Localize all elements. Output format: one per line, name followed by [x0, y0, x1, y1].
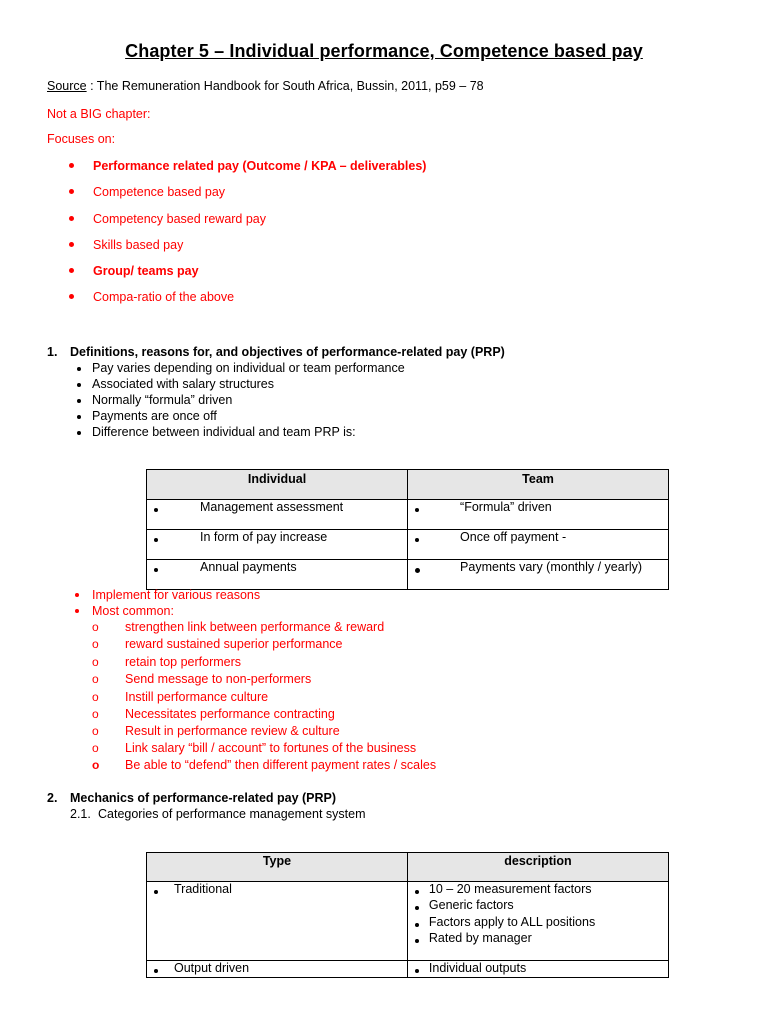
- table-cell: [407, 882, 668, 961]
- circle-bullet-icon: o: [92, 637, 99, 651]
- list-item: Pay varies depending on individual or team performance: [92, 361, 405, 375]
- bullet-icon: [415, 939, 419, 943]
- bullet-icon: [69, 189, 74, 194]
- bullet-icon: [154, 969, 158, 973]
- focus-item: Compa-ratio of the above: [93, 290, 235, 304]
- circle-bullet-icon: o: [92, 620, 99, 634]
- cell-text: Rated by manager: [428, 931, 532, 945]
- list-item: Payments are once off: [92, 409, 217, 423]
- cell-text: Traditional: [174, 882, 232, 896]
- list-item: Associated with salary structures: [92, 377, 275, 391]
- circle-bullet-icon: o: [92, 758, 100, 772]
- cell-text: “Formula” driven: [460, 500, 552, 514]
- bullet-icon: [415, 508, 419, 512]
- bullet-icon: [77, 367, 81, 371]
- bullet-icon: [69, 163, 74, 168]
- cell-text: Generic factors: [428, 898, 514, 912]
- focus-item: Group/ teams pay: [93, 264, 199, 278]
- table-row: [147, 530, 669, 560]
- cell-text: Annual payments: [200, 560, 297, 574]
- circle-bullet-icon: o: [92, 672, 99, 686]
- sub-list-item: reward sustained superior performance: [125, 637, 343, 651]
- section2-number: 2.: [47, 791, 58, 805]
- circle-bullet-icon: o: [92, 707, 99, 721]
- table-row: [147, 961, 669, 978]
- sub-list-item: retain top performers: [125, 655, 242, 669]
- bullet-icon: [154, 538, 158, 542]
- bullet-icon: [415, 906, 419, 910]
- subsection-heading: Categories of performance management system: [98, 807, 366, 821]
- focus-item: Competence based pay: [93, 185, 226, 199]
- bullet-icon: [75, 609, 79, 613]
- page-title: Chapter 5 – Individual performance, Competence based pay: [125, 41, 643, 61]
- section1-heading: Definitions, reasons for, and objectives of performance-related pay (PRP): [70, 345, 505, 359]
- bullet-icon: [69, 294, 74, 299]
- circle-bullet-icon: o: [92, 655, 99, 669]
- table-cell: [147, 530, 408, 560]
- red-list-item: Most common:: [92, 604, 174, 618]
- cell-text: Management assessment: [200, 500, 344, 514]
- bullet-icon: [154, 890, 158, 894]
- table-cell: [408, 560, 669, 590]
- cell-text: Payments vary (monthly / yearly): [460, 560, 643, 574]
- section2-heading: Mechanics of performance-related pay (PRP): [70, 791, 337, 805]
- focus-item: Performance related pay (Outcome / KPA – deliverables): [93, 159, 427, 173]
- focus-item: Competency based reward pay: [93, 212, 267, 226]
- table-cell: [407, 961, 668, 978]
- bullet-icon: [77, 431, 81, 435]
- bullet-icon: [69, 242, 74, 247]
- bullet-icon: [77, 383, 81, 387]
- table-header-team: Team: [408, 470, 669, 500]
- bullet-icon: [415, 923, 419, 927]
- list-item: Normally “formula” driven: [92, 393, 233, 407]
- circle-bullet-icon: o: [92, 690, 99, 704]
- sub-list-item: Link salary “bill / account” to fortunes of the business: [125, 741, 417, 755]
- bullet-icon: [415, 538, 419, 542]
- cell-text: Factors apply to ALL positions: [428, 915, 596, 929]
- cell-text: Output driven: [174, 961, 250, 975]
- sub-list-item: Be able to “defend” then different payment rates / scales: [125, 758, 437, 772]
- pms-categories-table: [146, 852, 669, 978]
- not-big-note: Not a BIG chapter:: [47, 107, 151, 121]
- bullet-icon: [77, 399, 81, 403]
- cell-text: Individual outputs: [428, 961, 527, 975]
- bullet-icon: [154, 568, 158, 572]
- list-item: Difference between individual and team PRP is:: [92, 425, 356, 439]
- circle-bullet-icon: o: [92, 741, 99, 755]
- table-header-description: description: [407, 853, 668, 882]
- cell-text: In form of pay increase: [200, 530, 328, 544]
- table-row: [147, 882, 669, 961]
- sub-list-item: Necessitates performance contracting: [125, 707, 335, 721]
- table-cell: [147, 961, 408, 978]
- bullet-icon: [69, 268, 74, 273]
- prp-comparison-table: [146, 469, 669, 590]
- bullet-icon: [415, 890, 419, 894]
- bullet-icon: [69, 216, 74, 221]
- table-header-type: Type: [147, 853, 408, 882]
- focuses-on-label: Focuses on:: [47, 132, 116, 146]
- table-cell: [408, 530, 669, 560]
- cell-text: 10 – 20 measurement factors: [428, 882, 592, 896]
- section1-number: 1.: [47, 345, 58, 359]
- subsection-number: 2.1.: [70, 807, 91, 821]
- source-label: Source: [47, 79, 87, 93]
- sub-list-item: Send message to non-performers: [125, 672, 312, 686]
- table-cell: [147, 882, 408, 961]
- sub-list-item: Result in performance review & culture: [125, 724, 340, 738]
- source-text: : The Remuneration Handbook for South Africa, Bussin, 2011, p59 – 78: [86, 79, 484, 93]
- bullet-icon: [77, 415, 81, 419]
- bullet-icon: [415, 969, 419, 973]
- table-cell: [147, 500, 408, 530]
- table-header-individual: Individual: [147, 470, 408, 500]
- bullet-icon: [154, 508, 158, 512]
- bullet-icon: [75, 593, 79, 597]
- circle-bullet-icon: o: [92, 724, 99, 738]
- bullet-icon: [415, 568, 420, 573]
- focus-item: Skills based pay: [93, 238, 184, 252]
- source-line: [47, 79, 484, 93]
- table-cell: [147, 560, 408, 590]
- table-cell: [408, 500, 669, 530]
- red-list-item: Implement for various reasons: [92, 588, 261, 602]
- table-row: [147, 500, 669, 530]
- cell-text: Once off payment -: [460, 530, 567, 544]
- sub-list-item: strengthen link between performance & reward: [125, 620, 385, 634]
- sub-list-item: Instill performance culture: [125, 690, 269, 704]
- table-row: [147, 560, 669, 590]
